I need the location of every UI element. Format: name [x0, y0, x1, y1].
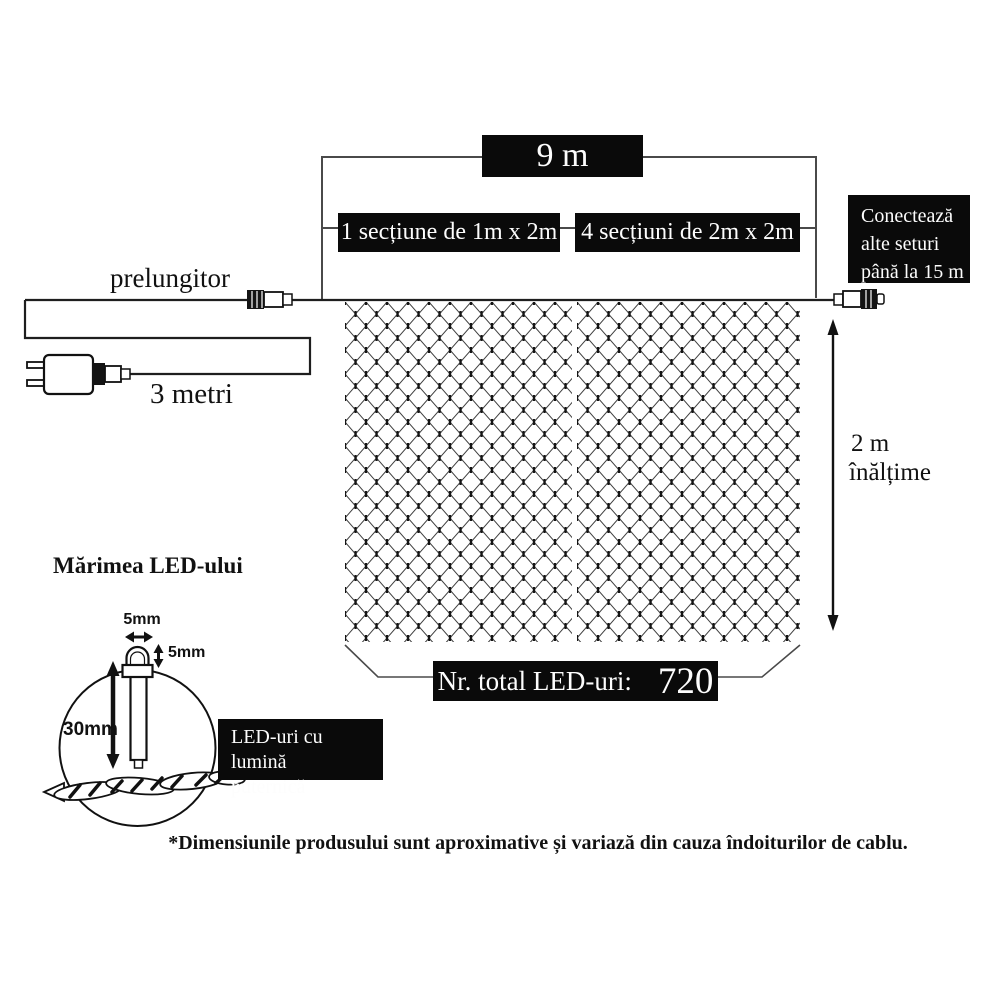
connect-note-line-1: Conectează — [861, 205, 954, 227]
total-width-label: 9 m — [536, 137, 589, 174]
led-length-label: 30mm — [63, 719, 118, 740]
net-height-word: înălțime — [849, 459, 931, 486]
led-size-heading: Mărimea LED-ului — [53, 553, 243, 578]
connect-note-box — [848, 195, 970, 283]
led-width-label: 5mm — [123, 611, 161, 628]
led-brightness-line-2: puternică — [231, 776, 306, 798]
led-brightness-line-1: LED-uri cu lumină — [231, 726, 323, 773]
led-brightness-box — [218, 719, 383, 798]
section-left-label: 1 secțiune de 1m x 2m — [340, 219, 558, 245]
length-30mm-arrow — [107, 661, 120, 769]
width-5mm-arrow — [125, 632, 153, 643]
led-tip — [135, 760, 143, 768]
end-connector-icon — [834, 289, 884, 309]
disclaimer-text: *Dimensiunile produsului sunt aproximative și variază din cauza îndoiturilor de cablu. — [168, 832, 908, 854]
led-body — [131, 676, 147, 760]
total-width-box — [482, 135, 643, 177]
extension-cord-label: prelungitor — [110, 263, 230, 293]
led-total-box — [433, 661, 718, 701]
section-right-label: 4 secțiuni de 2m x 2m — [581, 219, 794, 245]
height-arrow — [828, 319, 839, 631]
led-flange — [123, 665, 153, 677]
cord-length-label: 3 metri — [150, 378, 233, 410]
led-total-value: 720 — [657, 660, 714, 702]
led-dome-height-label: 5mm — [168, 644, 206, 661]
connect-note-line-2: alte seturi — [861, 233, 940, 255]
section-right-box — [575, 213, 800, 252]
power-plug-icon — [27, 355, 130, 394]
twisted-wire-icon — [44, 770, 245, 803]
height-5mm-arrow — [154, 644, 164, 668]
led-total-label: Nr. total LED-uri: — [437, 665, 632, 696]
cable-connector-icon — [247, 290, 292, 309]
net-mesh — [345, 302, 800, 642]
connect-note-line-3: până la 15 m — [861, 261, 964, 283]
net-height-value: 2 m — [851, 430, 890, 457]
section-left-box — [338, 213, 560, 252]
